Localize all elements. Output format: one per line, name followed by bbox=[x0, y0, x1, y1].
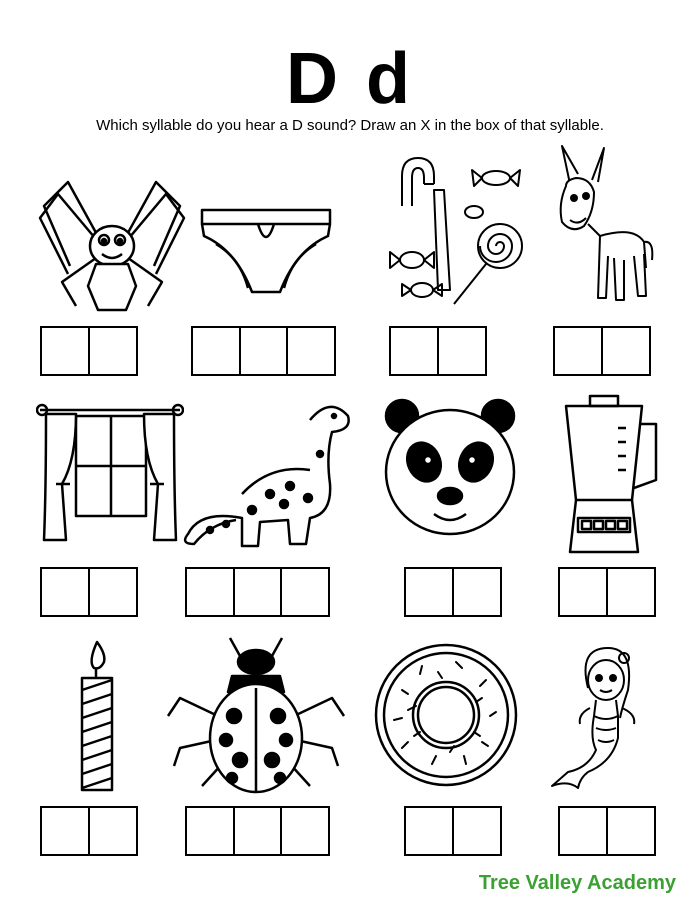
window-icon bbox=[36, 400, 184, 550]
blender-icon bbox=[560, 394, 664, 556]
syllable-boxes-candle bbox=[40, 806, 138, 856]
syllable-box[interactable] bbox=[40, 567, 90, 617]
syllable-box[interactable] bbox=[606, 567, 656, 617]
syllable-boxes-dinosaur bbox=[185, 567, 330, 617]
syllable-box[interactable] bbox=[185, 806, 235, 856]
syllable-box[interactable] bbox=[553, 326, 603, 376]
syllable-boxes-ladybug bbox=[185, 806, 330, 856]
donkey-icon bbox=[548, 144, 658, 314]
syllable-box[interactable] bbox=[233, 567, 283, 617]
syllable-box[interactable] bbox=[280, 567, 330, 617]
mermaid-icon bbox=[548, 638, 658, 794]
syllable-box[interactable] bbox=[452, 806, 502, 856]
syllable-box[interactable] bbox=[280, 806, 330, 856]
syllable-box[interactable] bbox=[389, 326, 439, 376]
syllable-boxes-underwear bbox=[191, 326, 336, 376]
syllable-boxes-donut bbox=[404, 806, 502, 856]
underwear-icon bbox=[196, 200, 336, 300]
donut-icon bbox=[372, 642, 520, 788]
candy-icon bbox=[372, 150, 532, 308]
syllable-boxes-candy bbox=[389, 326, 487, 376]
syllable-box[interactable] bbox=[452, 567, 502, 617]
syllable-box[interactable] bbox=[558, 806, 608, 856]
syllable-box[interactable] bbox=[40, 326, 90, 376]
syllable-box[interactable] bbox=[558, 567, 608, 617]
syllable-box[interactable] bbox=[185, 567, 235, 617]
syllable-box[interactable] bbox=[233, 806, 283, 856]
candle-icon bbox=[74, 640, 120, 792]
syllable-box[interactable] bbox=[88, 567, 138, 617]
dinosaur-icon bbox=[180, 394, 360, 554]
syllable-box[interactable] bbox=[286, 326, 336, 376]
syllable-boxes-blender bbox=[558, 567, 656, 617]
syllable-box[interactable] bbox=[404, 806, 454, 856]
syllable-box[interactable] bbox=[404, 567, 454, 617]
page-title: D d bbox=[286, 39, 414, 119]
syllable-box[interactable] bbox=[88, 806, 138, 856]
brand-name: Tree Valley Academy bbox=[478, 872, 676, 894]
syllable-boxes-spider bbox=[40, 326, 138, 376]
instructions: Which syllable do you hear a D sound? Draw an X in the box of that syllable. bbox=[96, 117, 604, 134]
syllable-box[interactable] bbox=[437, 326, 487, 376]
syllable-boxes-window bbox=[40, 567, 138, 617]
ladybug-icon bbox=[166, 636, 346, 796]
panda-icon bbox=[378, 396, 522, 540]
syllable-boxes-panda bbox=[404, 567, 502, 617]
syllable-boxes-donkey bbox=[553, 326, 651, 376]
syllable-boxes-mermaid bbox=[558, 806, 656, 856]
syllable-box[interactable] bbox=[88, 326, 138, 376]
syllable-box[interactable] bbox=[601, 326, 651, 376]
syllable-box[interactable] bbox=[191, 326, 241, 376]
syllable-box[interactable] bbox=[606, 806, 656, 856]
syllable-box[interactable] bbox=[40, 806, 90, 856]
spider-icon bbox=[38, 178, 186, 318]
syllable-box[interactable] bbox=[239, 326, 289, 376]
